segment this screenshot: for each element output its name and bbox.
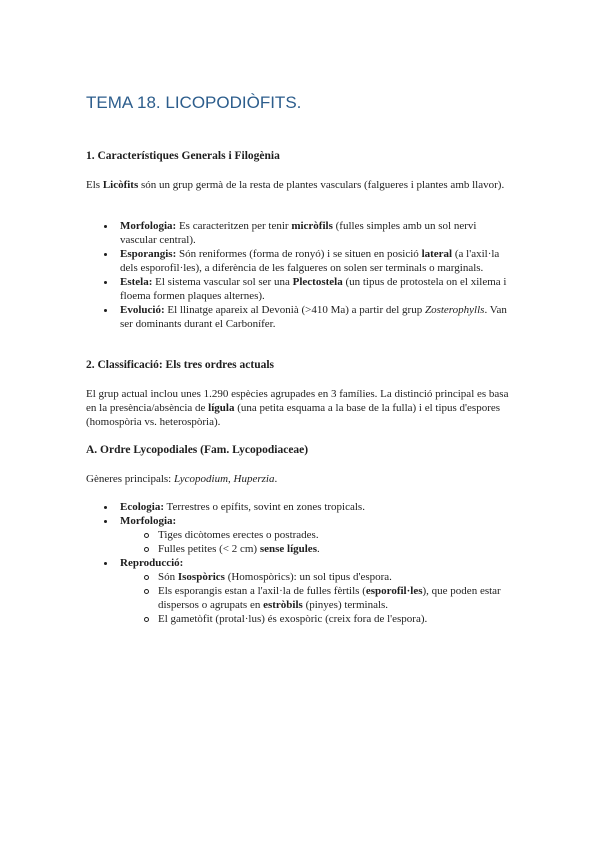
list-item: Estela: El sistema vascular sol ser una Plectostela (un tipus de protostela on el xilema i floema formen plaques alternes). [86,275,514,303]
sub-list-item: El gametòfit (protal·lus) és exospòric (creix fora de l'espora). [120,612,514,626]
list-item: Evolució: El llinatge apareix al Devonià (>410 Ma) a partir del grup Zosterophylls. Van ser dominants durant el Carbonífer. [86,303,514,331]
section-a-bullet-list [86,500,514,626]
sub-list-item: Són Isospòrics (Homospòrics): un sol tipus d'espora. [120,570,514,584]
genera-line: Gèneres principals: Lycopodium, Huperzia. [86,473,278,485]
section-1-heading: 1. Característiques Generals i Filogènia [86,150,280,162]
list-item-morfologia: Morfologia: Tiges dicòtomes erectes o postrades. Fulles petites (< 2 cm) sense lígules. [86,514,514,556]
section-2-heading: 2. Classificació: Els tres ordres actuals [86,359,275,371]
morfologia-sublist [120,528,514,556]
list-item-ecologia: Ecologia: Terrestres o epífits, sovint en zones tropicals. [86,500,514,514]
list-item: Esporangis: Són reniformes (forma de ronyó) i se situen en posició lateral (a l'axil·la dels esporofil·les), a diferència de les falgueres on solen ser terminals o marginals. [86,247,514,275]
list-item-reproduccio: Reproducció: Són Isospòrics (Homospòrics): un sol tipus d'espora. Els esporangis estan a l'axil·la de fulles fèrtils (esporofil·les), que poden estar dispersos o agrupats en estròbils (pinyes) terminals. El gametòfit (protal·lus) és exospòric (creix fora de l'espora). [86,556,514,626]
sub-list-item: Els esporangis estan a l'axil·la de fulles fèrtils (esporofil·les), que poden estar dispersos o agrupats en estròbils (pinyes) terminals. [120,584,514,612]
sub-list-item: Fulles petites (< 2 cm) sense lígules. [120,542,514,556]
section-a-heading: A. Ordre Lycopodiales (Fam. Lycopodiaceae) [86,444,309,456]
sub-list-item: Tiges dicòtomes erectes o postrades. [120,528,514,542]
reproduccio-sublist [120,570,514,626]
section-2-paragraph: El grup actual inclou unes 1.290 espècies agrupades en 3 famílies. La distinció principal es basa en la presència/absència de lígula (una petita esquama a la base de la fulla) i el tipus d'espores (homospòria vs. heterospòria). [86,388,509,428]
list-item: Morfologia: Es caracteritzen per tenir micròfils (fulles simples amb un sol nervi vascular central). [86,219,514,247]
section-1-bullet-list [86,219,514,331]
section-1-intro: Els Licòfits són un grup germà de la resta de plantes vasculars (falgueres i plantes amb llavor). [86,179,505,191]
page-title: TEMA 18. LICOPODIÒFITS. [86,93,302,112]
